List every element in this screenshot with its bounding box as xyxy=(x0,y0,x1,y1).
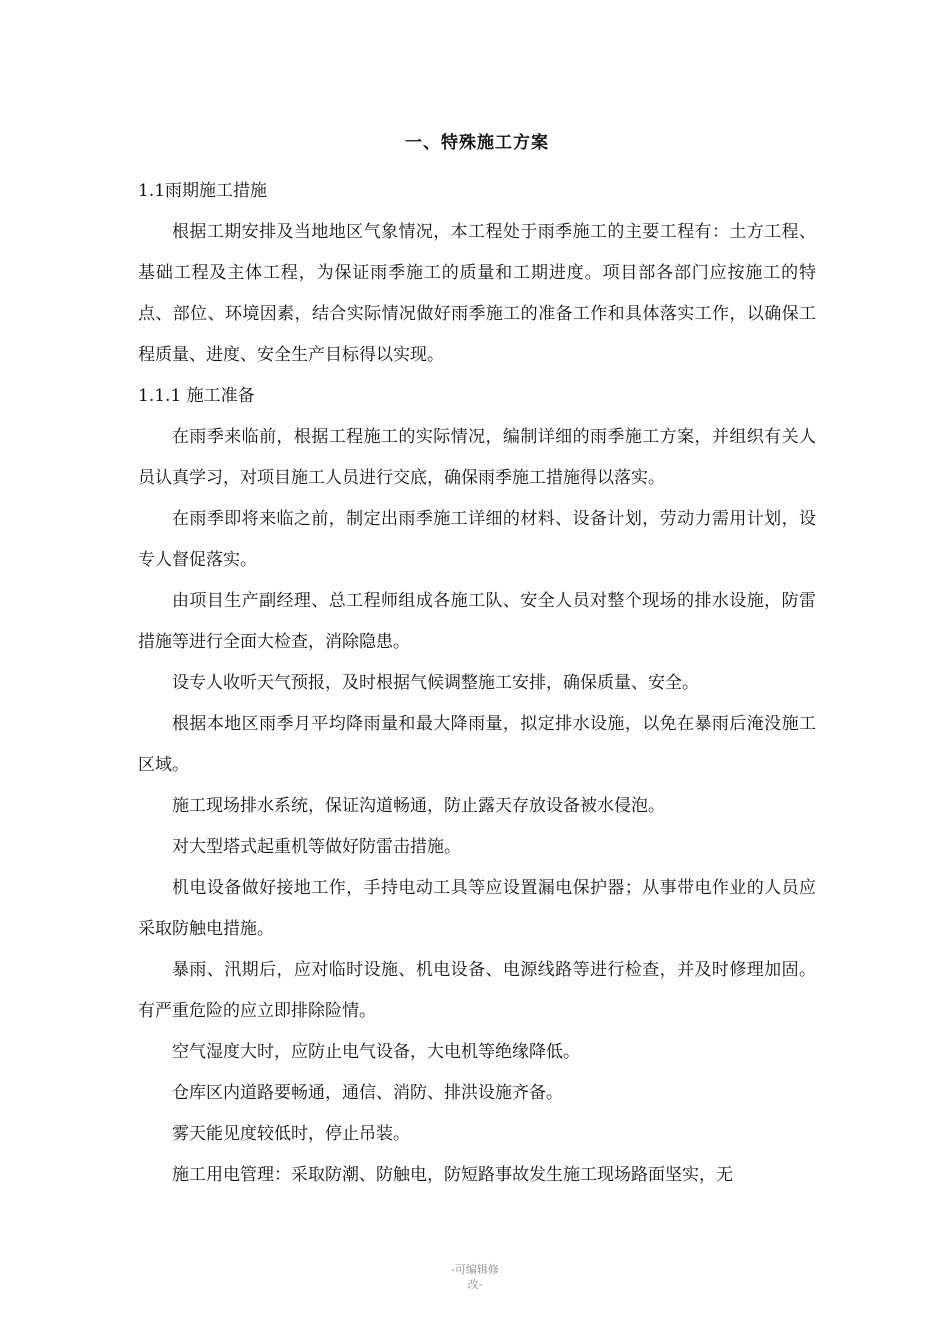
paragraph: 暴雨、汛期后，应对临时设施、机电设备、电源线路等进行检查，并及时修理加固。有严重危险的应立即排除险情。 xyxy=(138,960,816,1021)
page-footer xyxy=(430,1262,520,1292)
paragraph: 空气湿度大时，应防止电气设备，大电机等绝缘降低。 xyxy=(172,1042,580,1062)
footer-line: -可编辑修 xyxy=(451,1263,499,1276)
page-title: 一、特殊施工方案 xyxy=(405,133,549,153)
paragraph: 对大型塔式起重机等做好防雷击措施。 xyxy=(172,837,461,857)
section-heading-1-1: 1.1雨期施工措施 xyxy=(138,181,268,201)
section-heading-1-1-1: 1.1.1 施工准备 xyxy=(138,386,255,406)
paragraph: 仓库区内道路要畅通，通信、消防、排洪设施齐备。 xyxy=(172,1083,563,1103)
paragraph-intro: 根据工期安排及当地地区气象情况，本工程处于雨季施工的主要工程有：土方工程、基础工程及主体工程，为保证雨季施工的质量和工期进度。项目部各部门应按施工的特点、部位、环境因素，结合实际情况做好雨季施工的准备工作和具体落实工作，以确保工程质量、进度、安全生产目标得以实现。 xyxy=(138,222,816,365)
paragraph: 雾天能见度较低时，停止吊装。 xyxy=(172,1124,410,1144)
paragraph: 机电设备做好接地工作，手持电动工具等应设置漏电保护器；从事带电作业的人员应采取防触电措施。 xyxy=(138,878,816,939)
paragraph: 在雨季即将来临之前，制定出雨季施工详细的材料、设备计划，劳动力需用计划，设专人督促落实。 xyxy=(138,509,816,570)
paragraph: 施工现场排水系统，保证沟道畅通，防止露天存放设备被水侵泡。 xyxy=(172,796,665,816)
document-body xyxy=(138,127,816,1196)
footer-line: 改- xyxy=(467,1278,483,1291)
paragraph: 设专人收听天气预报，及时根据气候调整施工安排，确保质量、安全。 xyxy=(172,673,699,693)
paragraph: 根据本地区雨季月平均降雨量和最大降雨量，拟定排水设施，以免在暴雨后淹没施工区域。 xyxy=(138,714,816,775)
paragraph: 施工用电管理：采取防潮、防触电，防短路事故发生施工现场路面坚实，无 xyxy=(172,1165,733,1185)
paragraph: 在雨季来临前，根据工程施工的实际情况，编制详细的雨季施工方案，并组织有关人员认真学习，对项目施工人员进行交底，确保雨季施工措施得以落实。 xyxy=(138,427,816,488)
paragraph: 由项目生产副经理、总工程师组成各施工队、安全人员对整个现场的排水设施，防雷措施等进行全面大检查，消除隐患。 xyxy=(138,591,816,652)
